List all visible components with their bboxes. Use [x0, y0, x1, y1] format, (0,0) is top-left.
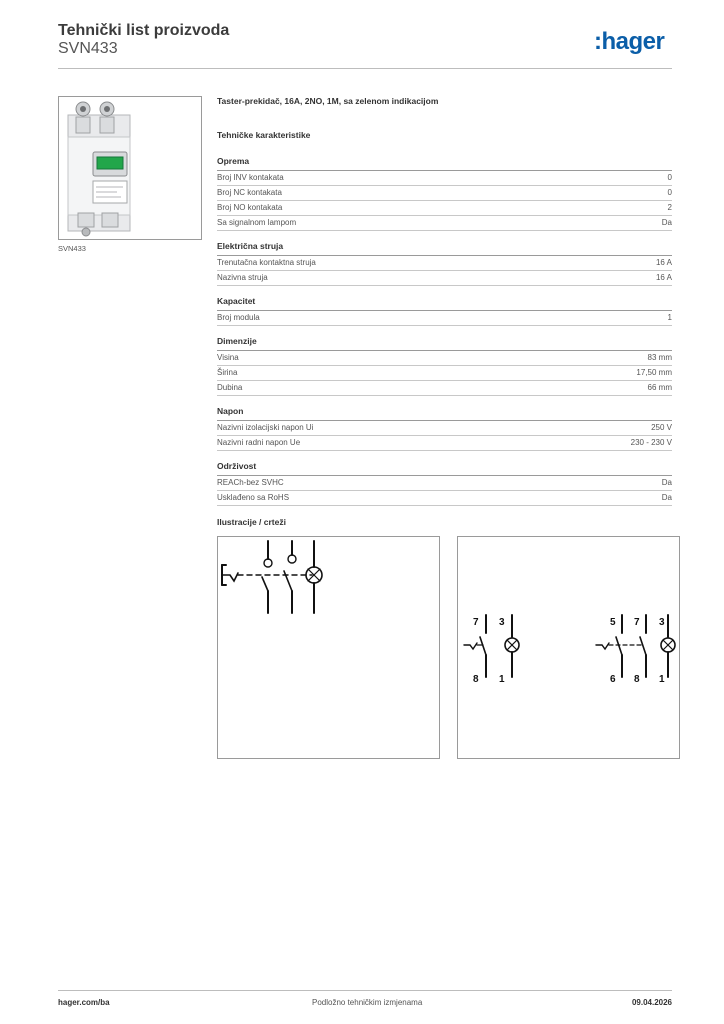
specs-heading: Tehničke karakteristike [217, 130, 311, 140]
spec-group-title: Električna struja [217, 241, 672, 256]
wiring-diagram [457, 536, 680, 759]
illustrations-heading: Ilustracije / crteži [217, 517, 286, 527]
terminal-label: 6 [610, 674, 616, 685]
spec-group-title: Kapacitet [217, 296, 672, 311]
wiring-schematic-icon [458, 537, 679, 758]
spec-value: 250 V [651, 423, 672, 432]
spec-value: 2 [667, 203, 672, 212]
spec-label: REACh-bez SVHC [217, 478, 284, 487]
spec-value: 17,50 mm [636, 368, 672, 377]
footer-disclaimer: Podložno tehničkim izmjenama [312, 998, 423, 1007]
spec-label: Broj modula [217, 313, 260, 322]
spec-row [217, 216, 672, 231]
spec-row [217, 381, 672, 396]
spec-label: Trenutačna kontaktna struja [217, 258, 316, 267]
spec-row [217, 171, 672, 186]
spec-row [217, 311, 672, 326]
spec-group-elektricna-struja [217, 241, 672, 286]
spec-row [217, 476, 672, 491]
hager-logo: :hager [594, 28, 665, 55]
product-image [58, 96, 202, 240]
spec-label: Širina [217, 368, 238, 377]
spec-group-oprema [217, 156, 672, 231]
spec-value: 16 A [655, 258, 672, 267]
product-image-caption: SVN433 [58, 244, 86, 253]
spec-row [217, 271, 672, 286]
spec-row [217, 201, 672, 216]
spec-group-title: Održivost [217, 461, 672, 476]
footer-website-link[interactable]: hager.com/ba [58, 998, 110, 1007]
spec-row [217, 436, 672, 451]
spec-label: Broj INV kontakata [217, 173, 284, 182]
spec-row [217, 421, 672, 436]
spec-label: Usklađeno sa RoHS [217, 493, 290, 502]
spec-value: Da [661, 218, 672, 227]
spec-row [217, 366, 672, 381]
spec-label: Nazivni izolacijski napon Ui [217, 423, 314, 432]
spec-label: Visina [217, 353, 239, 362]
terminal-label: 3 [659, 617, 665, 628]
spec-value: Da [661, 478, 672, 487]
header-divider [58, 68, 672, 69]
spec-label: Broj NO kontakata [217, 203, 283, 212]
spec-row [217, 351, 672, 366]
green-indicator-icon [97, 157, 123, 169]
product-image-drawing [59, 97, 201, 239]
spec-value: 1 [667, 313, 672, 322]
spec-group-title: Dimenzije [217, 336, 672, 351]
terminal-label: 1 [499, 674, 505, 685]
spec-value: 83 mm [647, 353, 672, 362]
product-code: SVN433 [58, 40, 118, 57]
spec-value: 16 A [655, 273, 672, 282]
spec-value: 0 [667, 173, 672, 182]
specs-table [217, 156, 672, 516]
terminal-label: 7 [473, 617, 479, 628]
spec-group-odrzivost [217, 461, 672, 506]
spec-group-title: Napon [217, 406, 672, 421]
spec-label: Nazivni radni napon Ue [217, 438, 301, 447]
pushbutton-symbol-icon [218, 537, 439, 758]
spec-value: 66 mm [647, 383, 672, 392]
spec-row [217, 186, 672, 201]
terminal-label: 3 [499, 617, 505, 628]
spec-group-kapacitet [217, 296, 672, 326]
terminal-label: 1 [659, 674, 665, 685]
spec-group-napon [217, 406, 672, 451]
spec-row [217, 491, 672, 506]
spec-group-title: Oprema [217, 156, 672, 171]
page-title: Tehnički list proizvoda [58, 22, 230, 39]
symbol-diagram [217, 536, 440, 759]
spec-label: Nazivna struja [217, 273, 268, 282]
spec-group-dimenzije [217, 336, 672, 396]
spec-label: Dubina [217, 383, 243, 392]
footer-date: 09.04.2026 [631, 998, 672, 1007]
spec-label: Broj NC kontakata [217, 188, 282, 197]
footer-divider [58, 990, 672, 991]
spec-value: 230 - 230 V [630, 438, 672, 447]
spec-label: Sa signalnom lampom [217, 218, 297, 227]
terminal-label: 5 [610, 617, 616, 628]
terminal-label: 8 [473, 674, 479, 685]
product-description: Taster-prekidač, 16A, 2NO, 1M, sa zelenom indikacijom [217, 96, 439, 106]
spec-value: Da [661, 493, 672, 502]
spec-value: 0 [667, 188, 672, 197]
terminal-label: 8 [634, 674, 640, 685]
spec-row [217, 256, 672, 271]
terminal-label: 7 [634, 617, 640, 628]
